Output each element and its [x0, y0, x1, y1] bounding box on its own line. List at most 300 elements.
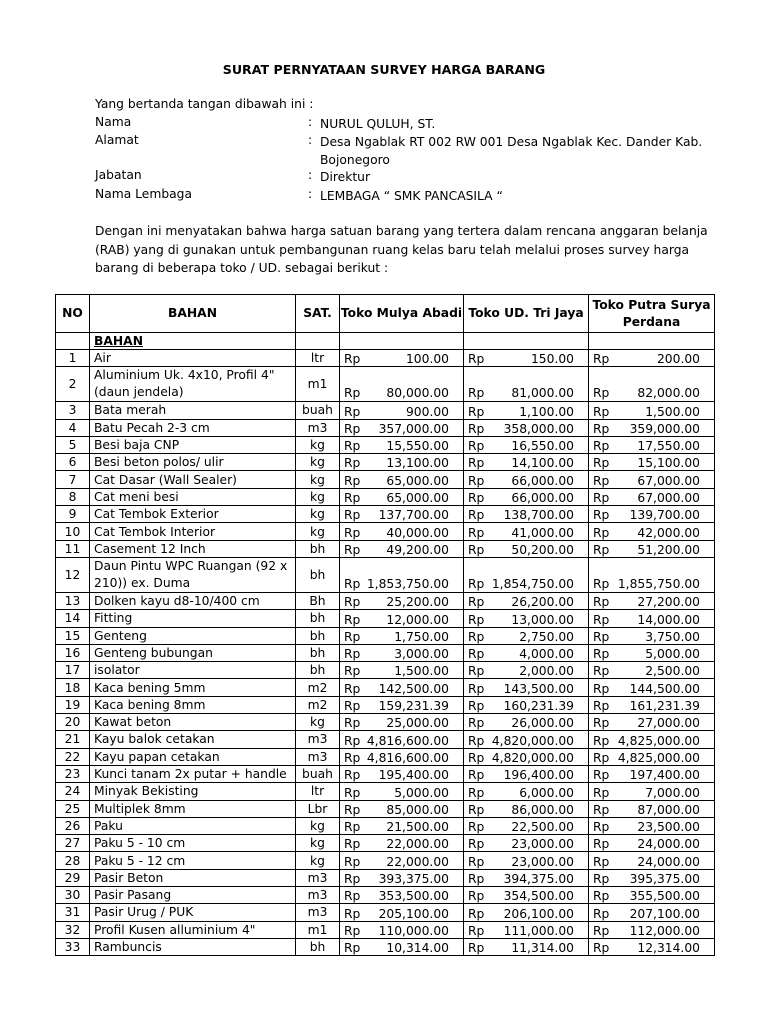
price-amount: 110,000.00 — [378, 923, 449, 938]
row-price-toko-3 — [589, 817, 715, 834]
currency-label: Rp — [468, 716, 485, 731]
row-no: 32 — [56, 921, 90, 938]
row-no: 9 — [56, 506, 90, 523]
currency-label: Rp — [593, 664, 610, 679]
currency-label: Rp — [344, 576, 361, 591]
row-price-toko-3 — [589, 506, 715, 523]
price-amount: 25,200.00 — [386, 595, 449, 610]
currency-label: Rp — [468, 595, 485, 610]
price-amount: 23,000.00 — [511, 837, 574, 852]
price-amount: 51,200.00 — [637, 542, 700, 557]
price-amount: 1,100.00 — [519, 404, 574, 419]
row-item: Paku 5 - 10 cm — [90, 835, 296, 852]
row-item: Kawat beton — [90, 714, 296, 731]
price-amount: 358,000.00 — [503, 421, 574, 436]
row-no: 8 — [56, 488, 90, 505]
price-amount: 4,820,000.00 — [491, 733, 574, 748]
price-amount: 100.00 — [405, 352, 449, 367]
row-price-toko-2 — [464, 921, 589, 938]
info-label: Nama Lembaga — [95, 187, 193, 201]
row-price-toko-1 — [340, 662, 464, 679]
info-colon: : — [308, 133, 313, 147]
row-price-toko-1 — [340, 592, 464, 609]
table-row — [56, 679, 715, 696]
row-price-toko-1 — [340, 800, 464, 817]
currency-label: Rp — [593, 681, 610, 696]
currency-label: Rp — [468, 629, 485, 644]
row-item: Pasir Urug / PUK — [90, 904, 296, 921]
row-price-toko-3 — [589, 471, 715, 488]
row-item: Batu Pecah 2-3 cm — [90, 419, 296, 436]
row-item: Paku — [90, 817, 296, 834]
row-item: Paku 5 - 12 cm — [90, 852, 296, 869]
row-price-toko-1 — [340, 887, 464, 904]
price-amount: 12,000.00 — [386, 612, 449, 627]
row-price-toko-2 — [464, 592, 589, 609]
row-price-toko-1 — [340, 869, 464, 886]
row-price-toko-2 — [464, 765, 589, 782]
price-amount: 1,855,750.00 — [617, 576, 700, 591]
row-price-toko-2 — [464, 783, 589, 800]
currency-label: Rp — [344, 785, 361, 800]
price-amount: 205,100.00 — [378, 906, 449, 921]
currency-label: Rp — [344, 542, 361, 557]
price-amount: 42,000.00 — [637, 525, 700, 540]
currency-label: Rp — [593, 733, 610, 748]
row-item: Kayu papan cetakan — [90, 748, 296, 765]
currency-label: Rp — [468, 854, 485, 869]
row-unit: bh — [296, 662, 340, 679]
row-price-toko-3 — [589, 540, 715, 557]
row-no: 13 — [56, 592, 90, 609]
row-price-toko-3 — [589, 627, 715, 644]
currency-label: Rp — [468, 525, 485, 540]
currency-label: Rp — [468, 872, 485, 887]
row-price-toko-3 — [589, 731, 715, 748]
currency-label: Rp — [593, 456, 610, 471]
price-amount: 81,000.00 — [511, 386, 574, 401]
currency-label: Rp — [593, 629, 610, 644]
price-amount: 138,700.00 — [503, 508, 574, 523]
document-title: SURAT PERNYATAAN SURVEY HARGA BARANG — [222, 62, 546, 77]
header-toko-3: Toko Putra Surya Perdana — [589, 295, 715, 333]
price-amount: 87,000.00 — [637, 802, 700, 817]
row-price-toko-3 — [589, 714, 715, 731]
price-amount: 23,500.00 — [637, 820, 700, 835]
row-price-toko-2 — [464, 887, 589, 904]
row-unit: kg — [296, 471, 340, 488]
row-price-toko-2 — [464, 350, 589, 367]
header-toko-2: Toko UD. Tri Jaya — [464, 295, 589, 333]
row-price-toko-2 — [464, 938, 589, 955]
row-unit: ltr — [296, 783, 340, 800]
row-no: 10 — [56, 523, 90, 540]
table-row — [56, 800, 715, 817]
row-no: 17 — [56, 662, 90, 679]
row-price-toko-1 — [340, 506, 464, 523]
currency-label: Rp — [344, 508, 361, 523]
currency-label: Rp — [593, 421, 610, 436]
currency-label: Rp — [344, 889, 361, 904]
info-colon: : — [308, 115, 313, 129]
header-toko-1: Toko Mulya Abadi — [340, 295, 464, 333]
row-price-toko-2 — [464, 800, 589, 817]
currency-label: Rp — [593, 542, 610, 557]
row-unit: bh — [296, 540, 340, 557]
row-no: 20 — [56, 714, 90, 731]
row-unit: m3 — [296, 869, 340, 886]
row-price-toko-2 — [464, 696, 589, 713]
row-price-toko-1 — [340, 488, 464, 505]
price-amount: 16,550.00 — [511, 439, 574, 454]
row-no: 23 — [56, 765, 90, 782]
row-price-toko-3 — [589, 402, 715, 419]
row-unit: bh — [296, 644, 340, 661]
currency-label: Rp — [344, 664, 361, 679]
table-row — [56, 662, 715, 679]
row-price-toko-2 — [464, 731, 589, 748]
row-item: Bata merah — [90, 402, 296, 419]
currency-label: Rp — [344, 768, 361, 783]
row-unit: bh — [296, 610, 340, 627]
row-unit: buah — [296, 402, 340, 419]
price-amount: 207,100.00 — [629, 906, 700, 921]
row-price-toko-3 — [589, 869, 715, 886]
table-row — [56, 904, 715, 921]
row-price-toko-1 — [340, 610, 464, 627]
currency-label: Rp — [468, 404, 485, 419]
price-amount: 900.00 — [405, 404, 449, 419]
price-amount: 159,231.39 — [378, 699, 449, 714]
currency-label: Rp — [344, 699, 361, 714]
row-item: Profil Kusen alluminium 4" — [90, 921, 296, 938]
price-amount: 359,000.00 — [629, 421, 700, 436]
table-row — [56, 783, 715, 800]
currency-label: Rp — [593, 595, 610, 610]
row-price-toko-1 — [340, 367, 464, 402]
price-amount: 22,500.00 — [511, 820, 574, 835]
table-row — [56, 454, 715, 471]
currency-label: Rp — [593, 525, 610, 540]
table-row — [56, 852, 715, 869]
price-amount: 112,000.00 — [629, 923, 700, 938]
table-row — [56, 419, 715, 436]
currency-label: Rp — [344, 595, 361, 610]
price-amount: 2,750.00 — [519, 629, 574, 644]
row-price-toko-2 — [464, 662, 589, 679]
row-price-toko-2 — [464, 523, 589, 540]
price-amount: 67,000.00 — [637, 491, 700, 506]
table-row — [56, 367, 715, 402]
row-price-toko-3 — [589, 748, 715, 765]
row-price-toko-1 — [340, 350, 464, 367]
row-unit: m1 — [296, 367, 340, 402]
row-item: Pasir Pasang — [90, 887, 296, 904]
row-price-toko-3 — [589, 679, 715, 696]
header-sat: SAT. — [296, 295, 340, 333]
row-item: Minyak Bekisting — [90, 783, 296, 800]
price-amount: 14,100.00 — [511, 456, 574, 471]
currency-label: Rp — [344, 629, 361, 644]
currency-label: Rp — [344, 421, 361, 436]
row-price-toko-3 — [589, 350, 715, 367]
row-no: 5 — [56, 436, 90, 453]
currency-label: Rp — [593, 352, 610, 367]
row-price-toko-1 — [340, 523, 464, 540]
info-label: Jabatan — [95, 168, 142, 182]
currency-label: Rp — [344, 439, 361, 454]
row-price-toko-2 — [464, 436, 589, 453]
row-price-toko-2 — [464, 852, 589, 869]
currency-label: Rp — [468, 664, 485, 679]
price-amount: 67,000.00 — [637, 473, 700, 488]
row-unit: kg — [296, 488, 340, 505]
row-price-toko-1 — [340, 731, 464, 748]
row-price-toko-2 — [464, 714, 589, 731]
currency-label: Rp — [593, 473, 610, 488]
header-bahan: BAHAN — [90, 295, 296, 333]
currency-label: Rp — [593, 491, 610, 506]
row-price-toko-3 — [589, 419, 715, 436]
price-amount: 394,375.00 — [503, 872, 574, 887]
price-amount: 1,500.00 — [394, 664, 449, 679]
currency-label: Rp — [468, 768, 485, 783]
row-price-toko-1 — [340, 938, 464, 955]
row-item: Genteng bubungan — [90, 644, 296, 661]
price-amount: 22,000.00 — [386, 837, 449, 852]
table-row — [56, 869, 715, 886]
info-colon: : — [308, 187, 313, 201]
row-no: 16 — [56, 644, 90, 661]
currency-label: Rp — [344, 837, 361, 852]
currency-label: Rp — [468, 386, 485, 401]
row-price-toko-2 — [464, 557, 589, 592]
price-amount: 200.00 — [656, 352, 700, 367]
currency-label: Rp — [344, 872, 361, 887]
price-amount: 24,000.00 — [637, 854, 700, 869]
row-item: Kaca bening 8mm — [90, 696, 296, 713]
row-no: 26 — [56, 817, 90, 834]
price-amount: 6,000.00 — [519, 785, 574, 800]
row-price-toko-1 — [340, 714, 464, 731]
row-item: Kaca bening 5mm — [90, 679, 296, 696]
row-price-toko-3 — [589, 783, 715, 800]
row-price-toko-1 — [340, 921, 464, 938]
table-row — [56, 540, 715, 557]
price-amount: 80,000.00 — [386, 386, 449, 401]
row-unit: kg — [296, 506, 340, 523]
currency-label: Rp — [593, 612, 610, 627]
price-amount: 22,000.00 — [386, 854, 449, 869]
table-row — [56, 436, 715, 453]
currency-label: Rp — [344, 681, 361, 696]
price-amount: 139,700.00 — [629, 508, 700, 523]
price-amount: 3,750.00 — [645, 629, 700, 644]
currency-label: Rp — [593, 439, 610, 454]
row-price-toko-2 — [464, 904, 589, 921]
row-item: Rambuncis — [90, 938, 296, 955]
row-price-toko-3 — [589, 800, 715, 817]
table-row — [56, 714, 715, 731]
row-price-toko-3 — [589, 938, 715, 955]
table-row — [56, 523, 715, 540]
row-item: Besi beton polos/ ulir — [90, 454, 296, 471]
price-amount: 395,375.00 — [629, 872, 700, 887]
row-price-toko-2 — [464, 540, 589, 557]
currency-label: Rp — [468, 681, 485, 696]
row-price-toko-2 — [464, 835, 589, 852]
row-unit: m3 — [296, 904, 340, 921]
intro-text: Yang bertanda tangan dibawah ini : — [95, 97, 314, 111]
row-item: Daun Pintu WPC Ruangan (92 x 210)) ex. Duma — [90, 557, 296, 592]
price-amount: 26,000.00 — [511, 716, 574, 731]
row-price-toko-1 — [340, 696, 464, 713]
row-unit: m3 — [296, 419, 340, 436]
row-item: Kayu balok cetakan — [90, 731, 296, 748]
currency-label: Rp — [593, 923, 610, 938]
row-price-toko-2 — [464, 367, 589, 402]
row-no: 2 — [56, 367, 90, 402]
price-amount: 1,750.00 — [394, 629, 449, 644]
table-row — [56, 696, 715, 713]
currency-label: Rp — [468, 491, 485, 506]
table-row — [56, 610, 715, 627]
table-row — [56, 887, 715, 904]
row-item: Genteng — [90, 627, 296, 644]
currency-label: Rp — [468, 439, 485, 454]
table-row — [56, 835, 715, 852]
price-amount: 3,000.00 — [394, 647, 449, 662]
row-price-toko-2 — [464, 402, 589, 419]
row-item: Pasir Beton — [90, 869, 296, 886]
row-price-toko-1 — [340, 852, 464, 869]
row-unit: bh — [296, 938, 340, 955]
price-amount: 195,400.00 — [378, 768, 449, 783]
price-amount: 65,000.00 — [386, 491, 449, 506]
currency-label: Rp — [468, 699, 485, 714]
price-amount: 111,000.00 — [503, 923, 574, 938]
price-amount: 86,000.00 — [511, 802, 574, 817]
table-row — [56, 765, 715, 782]
row-item: Aluminium Uk. 4x10, Profil 4" (daun jendela) — [90, 367, 296, 402]
currency-label: Rp — [468, 542, 485, 557]
currency-label: Rp — [593, 699, 610, 714]
row-price-toko-1 — [340, 904, 464, 921]
header-no: NO — [56, 295, 90, 333]
price-amount: 26,200.00 — [511, 595, 574, 610]
row-unit: m3 — [296, 748, 340, 765]
currency-label: Rp — [344, 352, 361, 367]
currency-label: Rp — [593, 647, 610, 662]
currency-label: Rp — [344, 612, 361, 627]
row-price-toko-3 — [589, 904, 715, 921]
row-no: 25 — [56, 800, 90, 817]
price-amount: 4,816,600.00 — [366, 750, 449, 765]
price-amount: 65,000.00 — [386, 473, 449, 488]
table-row — [56, 592, 715, 609]
currency-label: Rp — [344, 802, 361, 817]
info-label: Nama — [95, 115, 132, 129]
table-row — [56, 471, 715, 488]
row-price-toko-1 — [340, 454, 464, 471]
row-price-toko-1 — [340, 471, 464, 488]
currency-label: Rp — [344, 525, 361, 540]
currency-label: Rp — [593, 837, 610, 852]
currency-label: Rp — [468, 456, 485, 471]
table-row — [56, 488, 715, 505]
row-price-toko-3 — [589, 523, 715, 540]
price-amount: 15,550.00 — [386, 439, 449, 454]
row-price-toko-1 — [340, 419, 464, 436]
table-row — [56, 921, 715, 938]
table-row — [56, 731, 715, 748]
row-price-toko-3 — [589, 921, 715, 938]
row-price-toko-1 — [340, 748, 464, 765]
row-item: Cat Tembok Exterior — [90, 506, 296, 523]
price-amount: 354,500.00 — [503, 889, 574, 904]
row-no: 24 — [56, 783, 90, 800]
price-amount: 14,000.00 — [637, 612, 700, 627]
row-price-toko-2 — [464, 869, 589, 886]
currency-label: Rp — [593, 820, 610, 835]
row-unit: m1 — [296, 921, 340, 938]
currency-label: Rp — [344, 386, 361, 401]
price-amount: 197,400.00 — [629, 768, 700, 783]
row-unit: m2 — [296, 696, 340, 713]
row-price-toko-1 — [340, 817, 464, 834]
row-no: 27 — [56, 835, 90, 852]
price-amount: 10,314.00 — [386, 941, 449, 956]
currency-label: Rp — [468, 421, 485, 436]
row-price-toko-3 — [589, 765, 715, 782]
currency-label: Rp — [468, 923, 485, 938]
info-colon: : — [308, 168, 313, 182]
row-no: 31 — [56, 904, 90, 921]
currency-label: Rp — [344, 733, 361, 748]
row-unit: m3 — [296, 731, 340, 748]
row-no: 33 — [56, 938, 90, 955]
table-header-row — [56, 295, 715, 333]
currency-label: Rp — [468, 473, 485, 488]
currency-label: Rp — [468, 576, 485, 591]
row-price-toko-1 — [340, 835, 464, 852]
info-value: Desa Ngablak RT 002 RW 001 Desa Ngablak Kec. Dander Kab. Bojonegoro — [320, 135, 703, 167]
price-amount: 25,000.00 — [386, 716, 449, 731]
price-amount: 144,500.00 — [629, 681, 700, 696]
currency-label: Rp — [593, 750, 610, 765]
row-price-toko-1 — [340, 644, 464, 661]
currency-label: Rp — [468, 612, 485, 627]
price-amount: 23,000.00 — [511, 854, 574, 869]
row-item: Besi baja CNP — [90, 436, 296, 453]
currency-label: Rp — [468, 647, 485, 662]
row-no: 14 — [56, 610, 90, 627]
row-unit: Lbr — [296, 800, 340, 817]
currency-label: Rp — [593, 941, 610, 956]
row-price-toko-1 — [340, 783, 464, 800]
info-value: NURUL QULUH, ST. — [320, 117, 436, 131]
price-amount: 161,231.39 — [629, 699, 700, 714]
currency-label: Rp — [344, 820, 361, 835]
row-unit: kg — [296, 852, 340, 869]
row-item: isolator — [90, 662, 296, 679]
price-amount: 1,500.00 — [645, 404, 700, 419]
row-item: Kunci tanam 2x putar + handle — [90, 765, 296, 782]
row-price-toko-2 — [464, 679, 589, 696]
price-amount: 13,100.00 — [386, 456, 449, 471]
row-no: 11 — [56, 540, 90, 557]
row-price-toko-3 — [589, 644, 715, 661]
